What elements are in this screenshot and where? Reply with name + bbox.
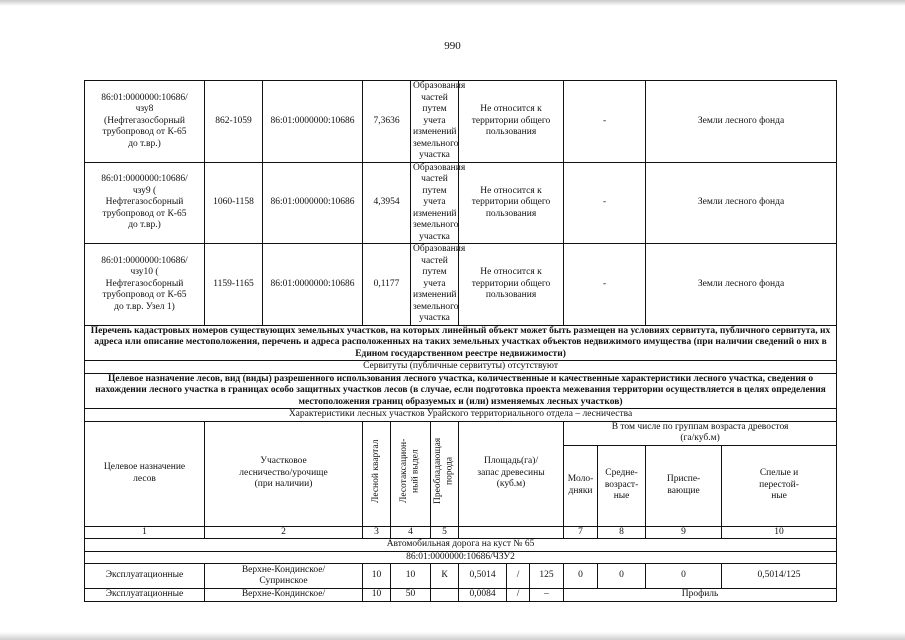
col-number: 9 [646, 526, 722, 539]
empty-dash: - [564, 244, 646, 326]
forest-purpose: Эксплуатационные [85, 589, 205, 602]
road-title-row [85, 539, 837, 552]
table-row [85, 564, 837, 589]
col-mature: Спелые и перестой- ные [722, 445, 837, 526]
col-number: 2 [205, 526, 363, 539]
table-row [85, 162, 837, 244]
col-species-label: Преобладающая порода [433, 438, 455, 505]
empty-dash: - [564, 81, 646, 163]
road-cadastral-row [85, 551, 837, 564]
col-number [459, 526, 564, 539]
forest-subheading-row [85, 409, 837, 422]
col-allotment-label: Лесотаксацион- ный выдел [399, 439, 421, 504]
cadastral-number: 86:01:0000000:10686 [263, 162, 363, 244]
col-young: Моло- дняки [564, 445, 598, 526]
col-number: 1 [85, 526, 205, 539]
point-range: 862-1059 [205, 81, 263, 163]
empty-dash: - [564, 162, 646, 244]
col-purpose: Целевое назначение лесов [85, 421, 205, 526]
formation-method: Образования частей путем учета изменений земельного участка [411, 81, 459, 163]
cadastral-number: 86:01:0000000:10686 [263, 81, 363, 163]
forest-young: 0 [564, 564, 598, 589]
forest-quarter: 10 [363, 589, 391, 602]
forest-heading: Целевое назначение лесов, вид (виды) разрешенного использования лесного участка, количественные и качественные характеристики лесного участка, сведения о нахождении лесного участка в границах особо защитных участков лесов (в случае, если подготовка проекта межевания территории осуществляется в целях определения местоположения границ образуемых и (или) изменяемых лесных участков) [85, 373, 837, 409]
point-range: 1159-1165 [205, 244, 263, 326]
col-middle: Средне- возраст- ные [598, 445, 646, 526]
forest-heading-row [85, 373, 837, 409]
part-id: 86:01:0000000:10686/ чзу8 (Нефтегазосборный трубопровод от К-65 до т.вр.) [85, 81, 205, 163]
cadastral-number: 86:01:0000000:10686 [263, 244, 363, 326]
col-number: 5 [431, 526, 459, 539]
forest-allotment: 50 [391, 589, 431, 602]
table-row [85, 81, 837, 163]
point-range: 1060-1158 [205, 162, 263, 244]
scan-edge-bottom [0, 632, 905, 640]
forest-profile: Профиль [564, 589, 837, 602]
land-category: Земли лесного фонда [646, 162, 837, 244]
col-number: 3 [363, 526, 391, 539]
part-id: 86:01:0000000:10686/ чзу9 ( Нефтегазосборный трубопровод от К-65 до т.вр.) [85, 162, 205, 244]
public-relation: Не относится к территории общего пользования [459, 81, 564, 163]
forest-maturing: 0 [646, 564, 722, 589]
forest-stock: – [530, 589, 564, 602]
forest-district: Верхне-Кондинское/ Супринское [205, 564, 363, 589]
table-row [85, 244, 837, 326]
forest-mature: 0,5014/125 [722, 564, 837, 589]
col-quarter-label: Лесной квартал [370, 439, 381, 503]
col-number: 8 [598, 526, 646, 539]
area-value: 7,3636 [363, 81, 411, 163]
cadastral-forest-table [84, 80, 837, 602]
table-row [85, 589, 837, 602]
col-district: Участковое лесничество/урочище (при наличии) [205, 421, 363, 526]
col-species [431, 421, 459, 526]
scan-edge-top [0, 0, 905, 6]
servitude-note: Сервитуты (публичные сервитуты) отсутствуют [85, 361, 837, 374]
forest-area: 0,0084 [459, 589, 507, 602]
forest-middle: 0 [598, 564, 646, 589]
forest-slash: / [507, 564, 530, 589]
road-cadastral: 86:01:0000000:10686/ЧЗУ2 [85, 551, 837, 564]
forest-area: 0,5014 [459, 564, 507, 589]
col-age-groups: В том числе по группам возраста древостоя (га/куб.м) [564, 421, 837, 445]
forest-species: К [431, 564, 459, 589]
forest-species [431, 589, 459, 602]
col-quarter [363, 421, 391, 526]
forest-quarter: 10 [363, 564, 391, 589]
servitude-heading-row [85, 325, 837, 361]
part-id: 86:01:0000000:10686/ чзу10 ( Нефтегазосборный трубопровод от К-65 до т.вр. Узел 1) [85, 244, 205, 326]
land-category: Земли лесного фонда [646, 244, 837, 326]
col-number: 4 [391, 526, 431, 539]
servitude-note-row [85, 361, 837, 374]
column-header-row [85, 421, 837, 445]
formation-method: Образования частей путем учета изменений земельного участка [411, 162, 459, 244]
forest-purpose: Эксплуатационные [85, 564, 205, 589]
area-value: 4,3954 [363, 162, 411, 244]
land-category: Земли лесного фонда [646, 81, 837, 163]
servitude-heading: Перечень кадастровых номеров существующих земельных участков, на которых линейный объект может быть размещен на условиях сервитута, публичного сервитута, их адреса или описание местоположения, перечень и адреса расположенных на таких земельных участках объектов недвижимого имущества (при наличии сведений о них в Едином государственном реестре недвижимости) [85, 325, 837, 361]
area-value: 0,1177 [363, 244, 411, 326]
column-number-row [85, 526, 837, 539]
col-number: 7 [564, 526, 598, 539]
col-area-stock: Площадь(га)/ запас древесины (куб.м) [459, 421, 564, 526]
forest-allotment: 10 [391, 564, 431, 589]
public-relation: Не относится к территории общего пользования [459, 162, 564, 244]
road-title: Автомобильная дорога на куст № 65 [85, 539, 837, 552]
col-number: 10 [722, 526, 837, 539]
col-maturing: Приспе- вающие [646, 445, 722, 526]
public-relation: Не относится к территории общего пользования [459, 244, 564, 326]
col-allotment [391, 421, 431, 526]
page-number: 990 [444, 40, 461, 52]
formation-method: Образования частей путем учета изменений земельного участка [411, 244, 459, 326]
forest-district: Верхне-Кондинское/ [205, 589, 363, 602]
forest-stock: 125 [530, 564, 564, 589]
forest-subheading: Характеристики лесных участков Урайского территориального отдела – лесничества [85, 409, 837, 422]
forest-slash: / [507, 589, 530, 602]
